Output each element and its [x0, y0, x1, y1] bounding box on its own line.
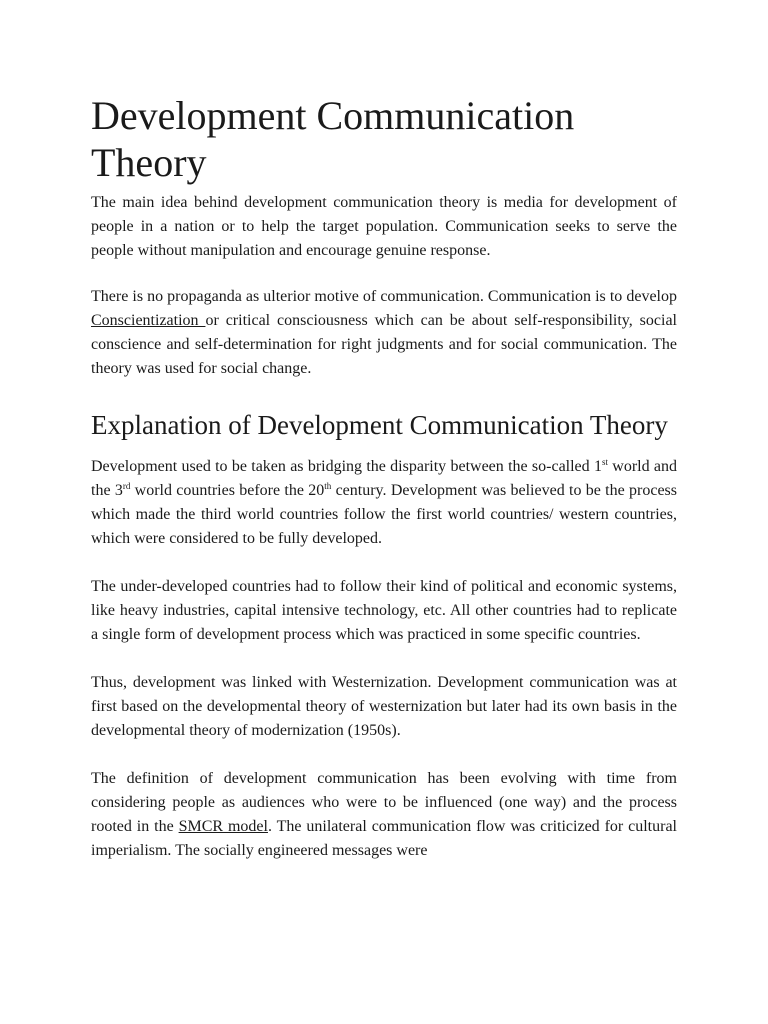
- paragraph-text: century. Development was believed to be the process which made the third world countries follow the first world countries/ western countries, which were considered to be fully developed.: [91, 482, 677, 547]
- paragraph-westernization: Thus, development was linked with Westernization. Development communication was at first based on the developmental theory of westernization but later had its own basis in the developmental theory of modernization (1950s).: [91, 674, 677, 739]
- paragraph-text: world and the 3: [91, 458, 678, 499]
- intro-paragraph: The main idea behind development communication theory is media for development of people in a nation or to help the target population. Communication seeks to serve the people without manipulation and encourage genuine response.: [91, 194, 677, 259]
- paragraph-text: Development used to be taken as bridging the disparity between the so-called 1: [91, 458, 602, 475]
- paragraph-text: or critical consciousness which can be about self-responsibility, social conscience and self-determination for right judgments and for social communication. The theory was used for social change.: [91, 312, 677, 377]
- superscript: st: [601, 457, 608, 467]
- document-title: Development Communication Theory: [91, 93, 575, 185]
- paragraph-text: There is no propaganda as ulterior motive of communication. Communication is to develop: [91, 288, 677, 305]
- paragraph-disparity: [91, 455, 677, 551]
- paragraph-under-developed: The under-developed countries had to follow their kind of political and economic systems, like heavy industries, capital intensive technology, etc. All other countries had to replicate a single form of development process which was practiced in some specific countries.: [91, 578, 677, 643]
- superscript: rd: [122, 481, 131, 491]
- paragraph-text: world countries before the 20: [130, 482, 325, 499]
- document-page: [91, 92, 677, 863]
- paragraph-text: . The unilateral communication flow was criticized for cultural imperialism. The socially engineered messages were: [91, 818, 677, 859]
- superscript: th: [324, 481, 332, 491]
- paragraph-definition: [91, 767, 677, 863]
- paragraph-conscientization: [91, 285, 677, 381]
- paragraph-text: The definition of development communication has been evolving with time from considering people as audiences who were to be influenced (one way) and the process rooted in the: [91, 770, 677, 835]
- smcr-model-link[interactable]: SMCR model: [178, 818, 268, 835]
- section-heading: Explanation of Development Communication Theory: [91, 410, 668, 440]
- conscientization-link[interactable]: Conscientization: [91, 312, 206, 329]
